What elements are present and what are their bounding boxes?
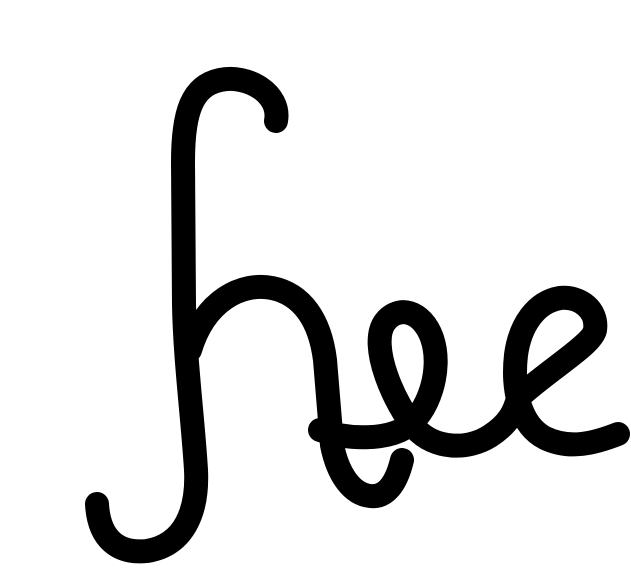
letter-e2-stroke — [515, 298, 618, 445]
letter-e1-stroke — [320, 312, 518, 445]
letter-h-stroke — [97, 79, 402, 551]
